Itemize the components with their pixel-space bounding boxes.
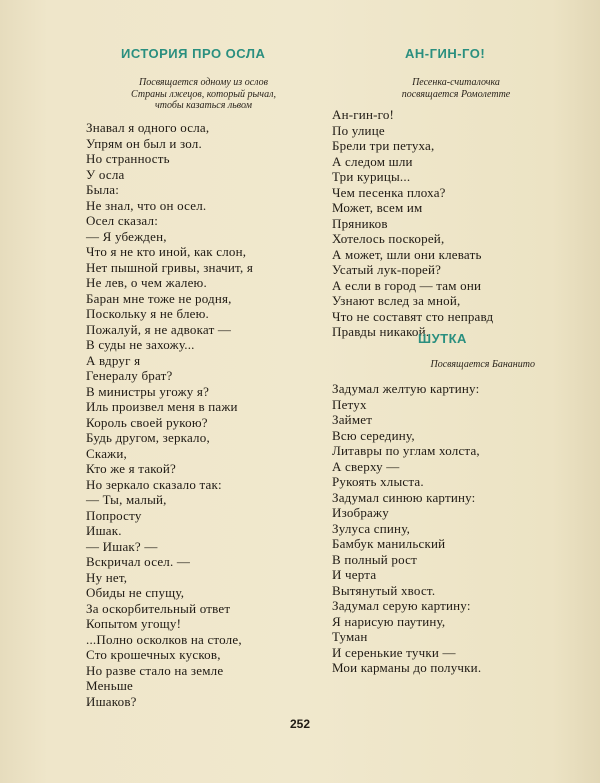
verse-line: Займет — [332, 412, 373, 427]
verse-line: Узнают вслед за мной, — [332, 293, 461, 308]
verse-line: Поскольку я не блею. — [86, 306, 209, 321]
verse-line: Мои карманы до получки. — [332, 660, 482, 675]
verse-line: Петух — [332, 396, 367, 412]
poem-dedication — [420, 359, 535, 371]
verse-line: Задумал серую картину: — [332, 598, 471, 613]
dedication-line: Страны лжецов, который рычал, — [131, 88, 276, 100]
verse-line: Зулуса спину, — [332, 520, 411, 536]
verse-line: Кто же я такой? — [86, 461, 176, 476]
verse-line: А вдруг я — [86, 352, 141, 368]
verse-line: И серенькие тучки — — [332, 644, 456, 660]
verse-line: Генералу брат? — [86, 368, 173, 383]
poem-title: ШУТКА — [418, 331, 467, 346]
verse-line: Скажи, — [86, 445, 127, 461]
verse-line: Может, всем им — [332, 200, 423, 215]
verse-line: Не знал, что он осел. — [86, 197, 207, 213]
verse-line: Хотелось поскорей, — [332, 231, 445, 246]
verse-line: Иль произвел меня в пажи — [86, 399, 238, 414]
dedication-line: чтобы казаться львом — [155, 100, 252, 111]
verse-line: Чем песенка плоха? — [332, 184, 446, 200]
verse-line: Усатый лук-порей? — [332, 262, 442, 277]
verse-line: Меньше — [86, 678, 134, 693]
verse-line: И черта — [332, 567, 377, 582]
page-number: 252 — [289, 717, 311, 731]
verse-line: В суды не захожу... — [86, 337, 195, 352]
verse-line: Будь другом, зеркало, — [86, 430, 210, 445]
verse-line: Ан-гин-го! — [332, 107, 395, 122]
poem-verse — [332, 381, 481, 676]
verse-line: А следом шли — [332, 153, 413, 169]
verse-line: Баран мне тоже не родня, — [86, 290, 232, 306]
verse-line: Бамбук манильский — [332, 536, 446, 551]
verse-line: Копытом угощу! — [86, 616, 182, 631]
verse-line: Вытянутый хвост. — [332, 582, 436, 598]
verse-line: Правды никакой. — [332, 324, 430, 339]
poem-title: ИСТОРИЯ ПРО ОСЛА — [121, 46, 266, 61]
verse-line: За оскорбительный ответ — [86, 600, 231, 616]
verse-line: Пожалуй, я не адвокат — — [86, 321, 232, 337]
verse-line: Ну нет, — [86, 569, 128, 585]
verse-line: — Ишак? — — [86, 538, 158, 554]
verse-line: — Я убежден, — [86, 228, 167, 244]
verse-line: Что я не кто иной, как слон, — [86, 244, 247, 259]
verse-line: По улице — [332, 122, 385, 138]
verse-line: Попросту — [86, 507, 142, 523]
verse-line: Но странность — [86, 151, 170, 166]
verse-line: Три курицы... — [332, 169, 411, 184]
verse-line: В министры угожу я? — [86, 383, 210, 399]
dedication-line: Посвящается одному из ослов — [139, 77, 268, 88]
verse-line: Сто крошечных кусков, — [86, 647, 221, 662]
poem-title: АН-ГИН-ГО! — [405, 46, 486, 61]
dedication-line: Песенка-считалочка — [412, 77, 500, 88]
dedication-line: Посвящается Бананито — [430, 359, 535, 370]
verse-line: Задумал желтую картину: — [332, 381, 480, 396]
verse-line: Литавры по углам холста, — [332, 443, 480, 458]
poem-dedication — [376, 77, 536, 100]
verse-line: Король своей рукою? — [86, 414, 208, 430]
verse-line: Ишаков? — [86, 693, 137, 709]
verse-line: Туман — [332, 629, 368, 644]
verse-line: В полный рост — [332, 551, 417, 567]
verse-line: Рукоять хлыста. — [332, 474, 424, 489]
verse-line: Задумал синюю картину: — [332, 489, 476, 505]
poem-verse — [86, 120, 253, 709]
dedication-line: посвящается Ромолетте — [401, 88, 511, 100]
verse-line: Не лев, о чем жалею. — [86, 275, 207, 290]
poem-verse — [332, 107, 493, 340]
verse-line: Упрям он был и зол. — [86, 135, 202, 151]
verse-line: А может, шли они клевать — [332, 246, 482, 262]
verse-line: У осла — [86, 166, 125, 182]
verse-line: Обиды не спущу, — [86, 585, 185, 600]
verse-line: Брели три петуха, — [332, 138, 435, 153]
verse-line: Но зеркало сказало так: — [86, 476, 222, 492]
poem-dedication — [126, 77, 281, 112]
verse-line: Но разве стало на земле — [86, 662, 224, 678]
verse-line: ...Полно осколков на столе, — [86, 631, 242, 647]
verse-line: А если в город — там они — [332, 277, 482, 293]
verse-line: Что не составят сто неправд — [332, 308, 494, 324]
verse-line: Была: — [86, 182, 120, 197]
verse-line: Ишак. — [86, 523, 122, 538]
verse-line: Осел сказал: — [86, 213, 159, 228]
verse-line: А сверху — — [332, 458, 400, 474]
verse-line: — Ты, малый, — [86, 492, 167, 507]
verse-line: Знавал я одного осла, — [86, 120, 210, 135]
verse-line: Всю середину, — [332, 427, 415, 443]
verse-line: Изображу — [332, 505, 389, 520]
verse-line: Вскричал осел. — — [86, 554, 191, 569]
verse-line: Я нарисую паутину, — [332, 613, 446, 629]
verse-line: Пряников — [332, 215, 388, 231]
verse-line: Нет пышной гривы, значит, я — [86, 259, 254, 275]
